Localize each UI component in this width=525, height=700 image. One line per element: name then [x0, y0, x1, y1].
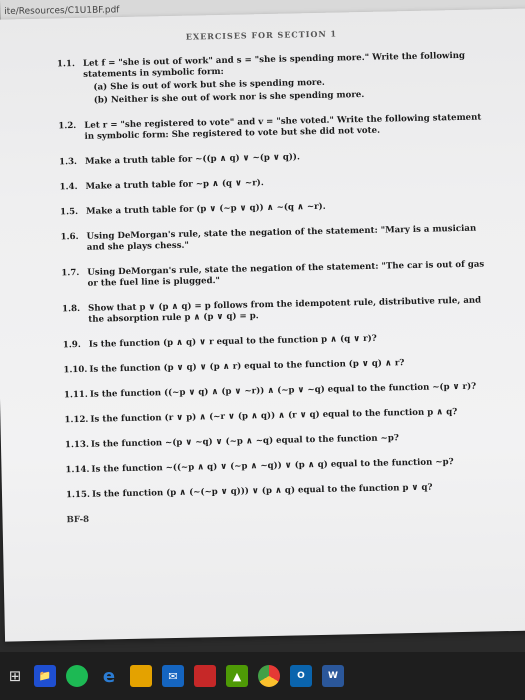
store-icon[interactable]: [34, 665, 56, 687]
section-header: EXERCISES FOR SECTION 1: [185, 28, 338, 42]
exercise-item: 1.14. Is the function ~((~p ∧ q) ∨ (~p ∧ ~q)) ∨ (p ∧ q) equal to the function ~p?: [65, 457, 454, 476]
pdf-page: [0, 8, 525, 641]
exercise-sub-item: (b) Neither is she out of work nor is she spending more.: [93, 89, 365, 106]
exercise-item: 1.4. Make a truth table for ~p ∧ (q ∨ ~r).: [59, 178, 264, 193]
app-icon[interactable]: [130, 665, 152, 687]
start-icon[interactable]: ⊞: [8, 667, 22, 685]
exercise-item: 1.7. Using DeMorgan's rule, state the negation of the statement: "The car is out of gas or the fuel line is plugged.": [61, 259, 485, 289]
outlook-icon[interactable]: O: [290, 665, 312, 687]
exercise-item: 1.13. Is the function ~(p ∨ ~q) ∨ (~p ∧ ~q) equal to the function ~p?: [64, 433, 399, 451]
exercise-item: 1.5. Make a truth table for (p ∨ (~p ∨ q)) ∧ ~(q ∧ ~r).: [60, 201, 326, 218]
exercise-item: 1.10. Is the function (p ∨ q) ∨ (p ∧ r) equal to the function (p ∨ q) ∧ r?: [63, 358, 405, 376]
exercise-item: 1.15. Is the function (p ∧ (~(~p ∨ q))) ∨ (p ∧ q) equal to the function p ∨ q?: [65, 482, 433, 501]
url-text: ite/Resources/C1U1BF.pdf: [4, 5, 120, 17]
exercise-item: 1.9. Is the function (p ∧ q) ∨ r equal to the function p ∧ (q ∨ r)?: [62, 333, 377, 351]
mail-icon[interactable]: ✉: [162, 665, 184, 687]
exercise-item: 1.8. Show that p ∨ (p ∧ q) = p follows from the idempotent rule, distributive rule, and the absorption rule p ∧ (p ∨ q) = p.: [62, 295, 482, 325]
exercise-item: 1.3. Make a truth table for ~((p ∧ q) ∨ ~(p ∨ q)).: [58, 152, 301, 168]
app-icon-2[interactable]: [194, 665, 216, 687]
page-footer: BF-8: [66, 514, 90, 526]
spotify-icon[interactable]: [66, 665, 88, 687]
exercise-item: 1.1. Let f = "she is out of work" and s = "she is spending more." Write the following statements in symbolic form: (a) She is out of work but she is spending more. (b) Neither is she out of work nor is she spending more.: [57, 50, 488, 107]
app-icon-3[interactable]: ▲: [226, 665, 248, 687]
edge-icon[interactable]: e: [102, 665, 116, 687]
exercise-item: 1.6. Using DeMorgan's rule, state the negation of the statement: "Mary is a musician and she plays chess.": [60, 223, 477, 253]
chrome-icon[interactable]: [258, 665, 280, 687]
page-content: [56, 25, 496, 526]
exercise-sub-item: (a) She is out of work but she is spending more.: [93, 77, 325, 93]
exercise-item: 1.2. Let r = "she registered to vote" and v = "she voted." Write the following statement in symbolic form: She registered to vote but she did not vote.: [58, 112, 482, 142]
exercise-item: 1.11. Is the function ((~p ∨ q) ∧ (p ∨ ~r)) ∧ (~p ∨ ~q) equal to the function ~(p ∨ r)?: [63, 381, 477, 401]
exercise-item: 1.12. Is the function (r ∨ p) ∧ (~r ∨ (p ∧ q)) ∧ (r ∨ q) equal to the function p ∧ q?: [64, 407, 458, 426]
taskbar: [0, 652, 525, 700]
word-icon[interactable]: W: [322, 665, 344, 687]
